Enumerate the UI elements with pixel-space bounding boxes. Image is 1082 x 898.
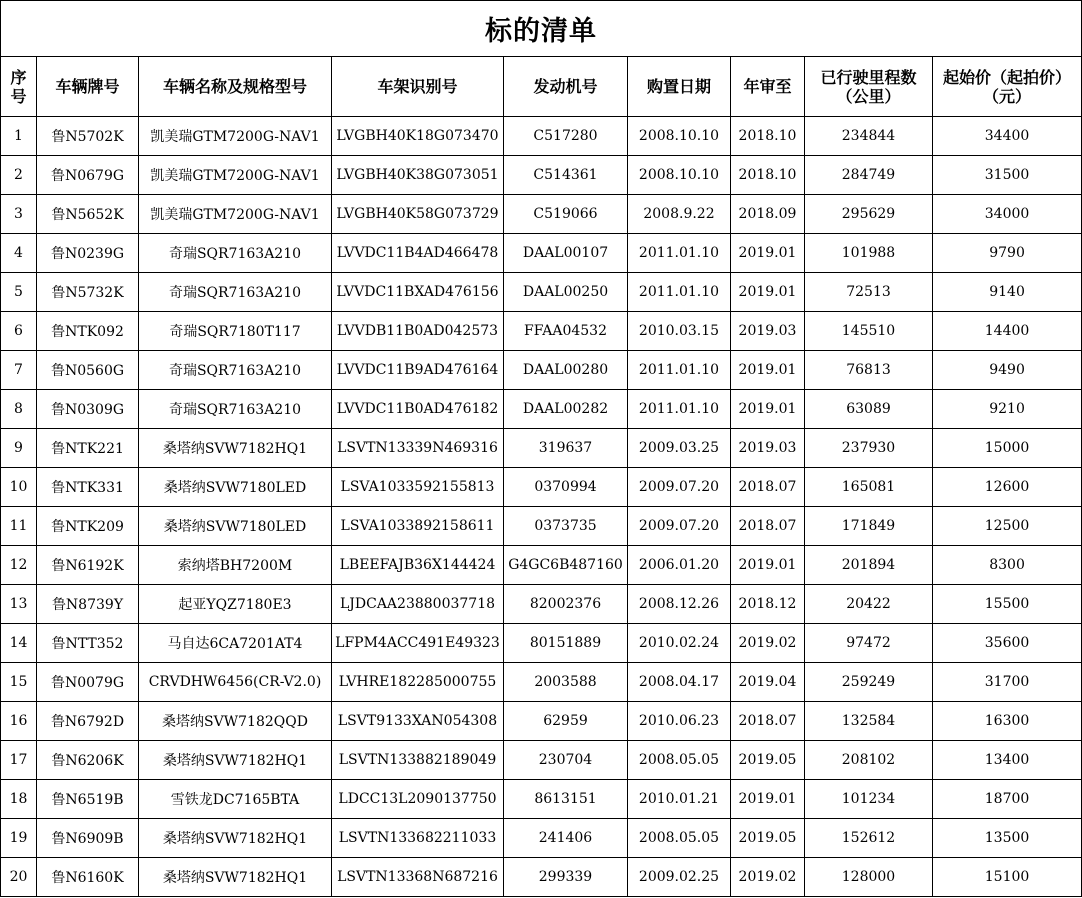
cell-plate: 鲁N6792D (37, 702, 139, 741)
cell-purchase-date: 2008.05.05 (628, 819, 731, 858)
cell-vin: LSVTN133882189049 (332, 741, 504, 780)
cell-model: 起亚YQZ7180E3 (139, 585, 332, 624)
cell-model: 桑塔纳SVW7182HQ1 (139, 858, 332, 897)
cell-model: 马自达6CA7201AT4 (139, 624, 332, 663)
cell-inspection: 2018.07 (731, 507, 805, 546)
cell-engine: C519066 (504, 195, 628, 234)
cell-plate: 鲁N6909B (37, 819, 139, 858)
cell-index: 5 (1, 273, 37, 312)
cell-index: 12 (1, 546, 37, 585)
header-model: 车辆名称及规格型号 (139, 57, 332, 117)
cell-index: 20 (1, 858, 37, 897)
cell-mileage: 145510 (805, 312, 933, 351)
table-row (1, 351, 1082, 390)
cell-start-price: 13500 (933, 819, 1082, 858)
cell-index: 7 (1, 351, 37, 390)
cell-purchase-date: 2010.03.15 (628, 312, 731, 351)
table-row (1, 468, 1082, 507)
table-row (1, 780, 1082, 819)
cell-start-price: 8300 (933, 546, 1082, 585)
cell-index: 16 (1, 702, 37, 741)
cell-vin: LSVT9133XAN054308 (332, 702, 504, 741)
cell-model: 桑塔纳SVW7182HQ1 (139, 429, 332, 468)
cell-mileage: 295629 (805, 195, 933, 234)
table-row (1, 312, 1082, 351)
cell-plate: 鲁N5732K (37, 273, 139, 312)
table-row (1, 702, 1082, 741)
cell-model: 奇瑞SQR7163A210 (139, 234, 332, 273)
cell-vin: LSVA1033892158611 (332, 507, 504, 546)
cell-model: 奇瑞SQR7163A210 (139, 351, 332, 390)
cell-model: 凯美瑞GTM7200G-NAV1 (139, 156, 332, 195)
cell-vin: LSVTN13368N687216 (332, 858, 504, 897)
cell-purchase-date: 2010.06.23 (628, 702, 731, 741)
cell-vin: LVVDC11B0AD476182 (332, 390, 504, 429)
cell-purchase-date: 2010.02.24 (628, 624, 731, 663)
cell-start-price: 15500 (933, 585, 1082, 624)
cell-index: 6 (1, 312, 37, 351)
cell-mileage: 63089 (805, 390, 933, 429)
cell-engine: 299339 (504, 858, 628, 897)
cell-start-price: 34000 (933, 195, 1082, 234)
cell-mileage: 165081 (805, 468, 933, 507)
table-row (1, 429, 1082, 468)
cell-model: 索纳塔BH7200M (139, 546, 332, 585)
cell-index: 10 (1, 468, 37, 507)
cell-vin: LFPM4ACC491E49323 (332, 624, 504, 663)
cell-mileage: 101234 (805, 780, 933, 819)
cell-model: 雪铁龙DC7165BTA (139, 780, 332, 819)
cell-start-price: 34400 (933, 117, 1082, 156)
cell-start-price: 16300 (933, 702, 1082, 741)
cell-index: 18 (1, 780, 37, 819)
table-row (1, 741, 1082, 780)
cell-mileage: 201894 (805, 546, 933, 585)
cell-start-price: 14400 (933, 312, 1082, 351)
cell-purchase-date: 2008.12.26 (628, 585, 731, 624)
cell-purchase-date: 2011.01.10 (628, 273, 731, 312)
header-purchase-date: 购置日期 (628, 57, 731, 117)
table-row (1, 819, 1082, 858)
cell-start-price: 9490 (933, 351, 1082, 390)
cell-engine: DAAL00107 (504, 234, 628, 273)
cell-start-price: 15000 (933, 429, 1082, 468)
cell-plate: 鲁N6160K (37, 858, 139, 897)
cell-inspection: 2019.03 (731, 312, 805, 351)
cell-model: 凯美瑞GTM7200G-NAV1 (139, 117, 332, 156)
cell-start-price: 31700 (933, 663, 1082, 702)
table-row (1, 390, 1082, 429)
cell-vin: LJDCAA23880037718 (332, 585, 504, 624)
cell-vin: LSVTN133682211033 (332, 819, 504, 858)
cell-mileage: 97472 (805, 624, 933, 663)
cell-inspection: 2019.02 (731, 624, 805, 663)
table-row (1, 858, 1082, 897)
cell-purchase-date: 2010.01.21 (628, 780, 731, 819)
cell-purchase-date: 2011.01.10 (628, 390, 731, 429)
cell-vin: LSVTN13339N469316 (332, 429, 504, 468)
cell-inspection: 2019.01 (731, 780, 805, 819)
header-start-price: 起始价（起拍价）（元） (933, 57, 1082, 117)
cell-plate: 鲁NTT352 (37, 624, 139, 663)
header-plate: 车辆牌号 (37, 57, 139, 117)
cell-mileage: 237930 (805, 429, 933, 468)
cell-model: 桑塔纳SVW7180LED (139, 507, 332, 546)
page-title: 标的清单 (1, 1, 1082, 57)
cell-plate: 鲁N0079G (37, 663, 139, 702)
cell-inspection: 2018.07 (731, 468, 805, 507)
header-index: 序号 (1, 57, 37, 117)
cell-inspection: 2019.04 (731, 663, 805, 702)
cell-index: 14 (1, 624, 37, 663)
cell-index: 8 (1, 390, 37, 429)
cell-vin: LVGBH40K38G073051 (332, 156, 504, 195)
cell-engine: 82002376 (504, 585, 628, 624)
cell-model: 奇瑞SQR7163A210 (139, 273, 332, 312)
cell-model: 奇瑞SQR7163A210 (139, 390, 332, 429)
cell-start-price: 9210 (933, 390, 1082, 429)
cell-index: 17 (1, 741, 37, 780)
cell-engine: DAAL00250 (504, 273, 628, 312)
cell-vin: LVGBH40K18G073470 (332, 117, 504, 156)
cell-engine: 62959 (504, 702, 628, 741)
cell-vin: LVHRE182285000755 (332, 663, 504, 702)
table-row (1, 585, 1082, 624)
cell-purchase-date: 2011.01.10 (628, 351, 731, 390)
cell-start-price: 13400 (933, 741, 1082, 780)
cell-start-price: 15100 (933, 858, 1082, 897)
cell-mileage: 208102 (805, 741, 933, 780)
cell-model: 凯美瑞GTM7200G-NAV1 (139, 195, 332, 234)
cell-vin: LBEEFAJB36X144424 (332, 546, 504, 585)
cell-mileage: 171849 (805, 507, 933, 546)
cell-index: 15 (1, 663, 37, 702)
cell-inspection: 2019.01 (731, 234, 805, 273)
table-row (1, 273, 1082, 312)
cell-plate: 鲁NTK209 (37, 507, 139, 546)
cell-engine: 0370994 (504, 468, 628, 507)
cell-plate: 鲁N5702K (37, 117, 139, 156)
cell-purchase-date: 2008.10.10 (628, 156, 731, 195)
cell-inspection: 2018.10 (731, 156, 805, 195)
cell-mileage: 20422 (805, 585, 933, 624)
cell-mileage: 234844 (805, 117, 933, 156)
header-mileage: 已行驶里程数（公里） (805, 57, 933, 117)
table-row (1, 663, 1082, 702)
cell-plate: 鲁N5652K (37, 195, 139, 234)
cell-purchase-date: 2009.02.25 (628, 858, 731, 897)
cell-start-price: 9790 (933, 234, 1082, 273)
cell-engine: 241406 (504, 819, 628, 858)
table-row (1, 546, 1082, 585)
cell-model: CRVDHW6456(CR-V2.0) (139, 663, 332, 702)
cell-plate: 鲁N0560G (37, 351, 139, 390)
cell-inspection: 2018.09 (731, 195, 805, 234)
cell-inspection: 2019.01 (731, 273, 805, 312)
cell-plate: 鲁N8739Y (37, 585, 139, 624)
cell-mileage: 132584 (805, 702, 933, 741)
cell-engine: 319637 (504, 429, 628, 468)
cell-plate: 鲁N6206K (37, 741, 139, 780)
cell-engine: G4GC6B487160 (504, 546, 628, 585)
cell-model: 桑塔纳SVW7180LED (139, 468, 332, 507)
table-body (1, 117, 1082, 897)
cell-index: 1 (1, 117, 37, 156)
cell-vin: LVVDB11B0AD042573 (332, 312, 504, 351)
cell-engine: 8613151 (504, 780, 628, 819)
cell-inspection: 2019.01 (731, 351, 805, 390)
cell-inspection: 2019.03 (731, 429, 805, 468)
cell-plate: 鲁NTK092 (37, 312, 139, 351)
cell-mileage: 284749 (805, 156, 933, 195)
cell-mileage: 152612 (805, 819, 933, 858)
cell-engine: FFAA04532 (504, 312, 628, 351)
cell-mileage: 101988 (805, 234, 933, 273)
cell-index: 11 (1, 507, 37, 546)
cell-model: 桑塔纳SVW7182HQ1 (139, 741, 332, 780)
cell-start-price: 18700 (933, 780, 1082, 819)
table-row (1, 234, 1082, 273)
cell-engine: 0373735 (504, 507, 628, 546)
cell-start-price: 9140 (933, 273, 1082, 312)
cell-index: 19 (1, 819, 37, 858)
cell-inspection: 2018.07 (731, 702, 805, 741)
cell-vin: LDCC13L2090137750 (332, 780, 504, 819)
cell-start-price: 31500 (933, 156, 1082, 195)
cell-inspection: 2019.05 (731, 819, 805, 858)
cell-model: 桑塔纳SVW7182HQ1 (139, 819, 332, 858)
cell-plate: 鲁NTK331 (37, 468, 139, 507)
cell-inspection: 2019.02 (731, 858, 805, 897)
cell-index: 3 (1, 195, 37, 234)
cell-plate: 鲁N0239G (37, 234, 139, 273)
cell-model: 奇瑞SQR7180T117 (139, 312, 332, 351)
cell-purchase-date: 2009.03.25 (628, 429, 731, 468)
cell-vin: LSVA1033592155813 (332, 468, 504, 507)
cell-purchase-date: 2006.01.20 (628, 546, 731, 585)
cell-purchase-date: 2008.04.17 (628, 663, 731, 702)
table-row (1, 156, 1082, 195)
cell-plate: 鲁NTK221 (37, 429, 139, 468)
cell-mileage: 128000 (805, 858, 933, 897)
table-row (1, 624, 1082, 663)
cell-mileage: 259249 (805, 663, 933, 702)
header-engine: 发动机号 (504, 57, 628, 117)
cell-plate: 鲁N0679G (37, 156, 139, 195)
cell-purchase-date: 2008.10.10 (628, 117, 731, 156)
header-vin: 车架识别号 (332, 57, 504, 117)
cell-vin: LVVDC11B9AD476164 (332, 351, 504, 390)
cell-inspection: 2019.01 (731, 390, 805, 429)
cell-purchase-date: 2009.07.20 (628, 507, 731, 546)
cell-inspection: 2019.05 (731, 741, 805, 780)
header-row (1, 57, 1082, 117)
cell-vin: LVVDC11BXAD476156 (332, 273, 504, 312)
cell-inspection: 2018.10 (731, 117, 805, 156)
cell-inspection: 2019.01 (731, 546, 805, 585)
cell-engine: 230704 (504, 741, 628, 780)
cell-engine: C517280 (504, 117, 628, 156)
cell-start-price: 12500 (933, 507, 1082, 546)
cell-start-price: 35600 (933, 624, 1082, 663)
cell-purchase-date: 2009.07.20 (628, 468, 731, 507)
cell-plate: 鲁N6192K (37, 546, 139, 585)
cell-model: 桑塔纳SVW7182QQD (139, 702, 332, 741)
cell-engine: DAAL00280 (504, 351, 628, 390)
cell-engine: C514361 (504, 156, 628, 195)
cell-index: 2 (1, 156, 37, 195)
cell-plate: 鲁N0309G (37, 390, 139, 429)
cell-mileage: 76813 (805, 351, 933, 390)
cell-index: 4 (1, 234, 37, 273)
table-row (1, 195, 1082, 234)
cell-purchase-date: 2011.01.10 (628, 234, 731, 273)
cell-engine: 2003588 (504, 663, 628, 702)
cell-vin: LVVDC11B4AD466478 (332, 234, 504, 273)
cell-purchase-date: 2008.05.05 (628, 741, 731, 780)
cell-purchase-date: 2008.9.22 (628, 195, 731, 234)
cell-plate: 鲁N6519B (37, 780, 139, 819)
table-row (1, 117, 1082, 156)
table-row (1, 507, 1082, 546)
cell-index: 9 (1, 429, 37, 468)
cell-mileage: 72513 (805, 273, 933, 312)
header-inspection: 年审至 (731, 57, 805, 117)
cell-start-price: 12600 (933, 468, 1082, 507)
cell-vin: LVGBH40K58G073729 (332, 195, 504, 234)
cell-inspection: 2018.12 (731, 585, 805, 624)
cell-engine: 80151889 (504, 624, 628, 663)
cell-engine: DAAL00282 (504, 390, 628, 429)
cell-index: 13 (1, 585, 37, 624)
